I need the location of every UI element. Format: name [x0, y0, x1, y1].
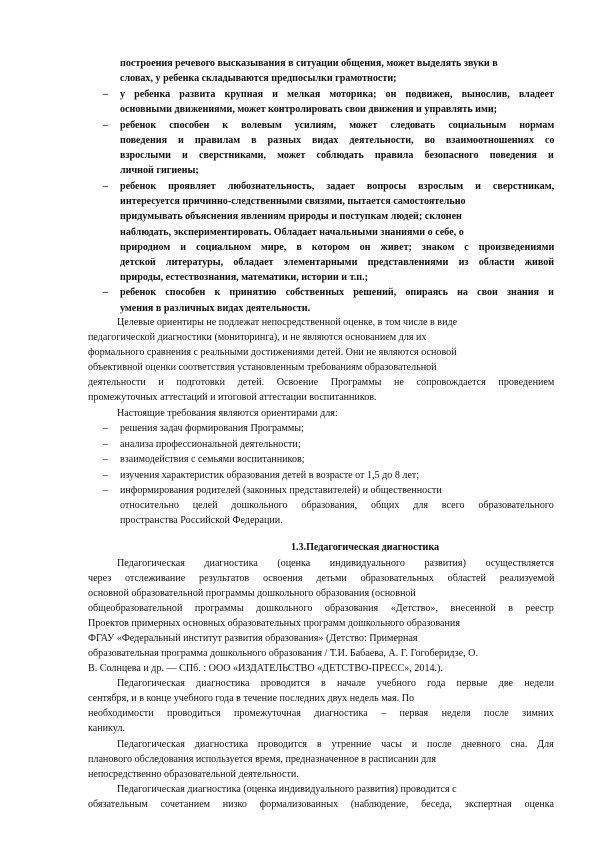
- list1-line-3: основными движениями, может контролировать свои движения и управлять ими;: [120, 104, 498, 115]
- list2-marker: –: [103, 485, 109, 496]
- list2-item-4-cont: относительно целей дошкольного образования, общих для всего образовательного: [120, 500, 554, 511]
- list2-item-4-cont: пространства Российской Федерации.: [120, 515, 283, 526]
- para5-line-1: планового обследования используется время, предназначенное в расписании для: [88, 754, 436, 765]
- list1-line-14: природы, естествознания, математики, истории и т.п.;: [120, 272, 368, 283]
- list1-line-0: построения речевого высказывания в ситуации общения, может выделять звуки в: [120, 58, 498, 69]
- list1-marker: –: [103, 89, 109, 100]
- list2-item-3: изучения характеристик образования детей в возрасте от 1,5 до 8 лет;: [120, 470, 420, 481]
- para2-intro: Настоящие требования являются ориентирами для:: [117, 408, 338, 419]
- para6-line-1: обязательным сочетанием низко формализованных (наблюдение, беседа, экспертная оценка: [88, 799, 555, 810]
- list1-line-12: природном и социальном мире, в котором он живет; знаком с произведениями: [120, 242, 555, 253]
- para3-line-5: ФГАУ «Федеральный институт развития образования» (Детство: Примерная: [88, 633, 418, 644]
- list1-line-4: ребенок способен к волевым усилиям, может следовать социальным нормам: [120, 120, 555, 131]
- list2-item-0: решения задач формирования Программы;: [120, 423, 304, 434]
- list1-marker: –: [103, 181, 109, 192]
- list2-item-1: анализа профессиональной деятельности;: [120, 439, 301, 450]
- para3-line-3: общеобразовательной программы дошкольного образования «Детство», внесенной в реестр: [88, 603, 554, 614]
- para6-line-0: Педагогическая диагностика (оценка индивидуального развития) проводится с: [117, 784, 457, 795]
- para3-line-7: В. Солнцева и др. — СПб. : ООО «ИЗДАТЕЛЬСТВО «ДЕТСТВО-ПРЕСС», 2014.).: [88, 663, 443, 674]
- list1-line-7: личной гигиены;: [120, 165, 199, 176]
- para1-line-3: объективной оценки соответствия установленным требованиям образовательной: [88, 362, 437, 373]
- list2-marker: –: [103, 470, 109, 481]
- para3-line-1: через отслеживание результатов освоения детьми образовательных областей реализуемой: [88, 573, 555, 584]
- para3-line-2: основной образовательной программы дошкольного образования (основной: [88, 588, 416, 599]
- list1-line-13: детской литературы, обладает элементарными представлениями из области живой: [120, 257, 555, 268]
- list2-item-4: информирования родителей (законных представителей) и общественности: [120, 485, 442, 496]
- list1-line-5: поведения и правилам в разных видах деятельности, во взаимоотношениях со: [120, 135, 555, 146]
- list1-marker: –: [103, 287, 109, 298]
- para5-line-0: Педагогическая диагностика проводится в утренние часы и после дневного сна. Для: [117, 739, 554, 750]
- para3-line-4: Проектов примерных основных образовательных программ дошкольного образования: [88, 618, 460, 629]
- para1-line-4: деятельности и подготовки детей. Освоение Программы не сопровождается проведением: [88, 377, 555, 388]
- list1-line-8: ребенок проявляет любознательность, задает вопросы взрослым и сверстникам,: [120, 181, 555, 192]
- list1-line-16: умения в различных видах деятельности.: [120, 303, 311, 314]
- para5-line-2: непосредственно образовательной деятельности.: [88, 769, 299, 780]
- list1-line-6: взрослыми и сверстниками, может соблюдать правила безопасного поведения и: [120, 150, 554, 161]
- list1-line-1: словах, у ребенка складываются предпосылки грамотности;: [120, 73, 397, 84]
- para3-line-0: Педагогическая диагностика (оценка индивидуального развития) осуществляется: [117, 558, 554, 569]
- para4-line-3: каникул.: [88, 723, 125, 734]
- para1-line-2: формального сравнения с реальными достижениями детей. Они не являются основой: [88, 347, 457, 358]
- list2-marker: –: [103, 423, 109, 434]
- list1-line-9: интересуется причинно-следственными связями, пытается самостоятельно: [120, 196, 466, 207]
- para1-line-0: Целевые ориентиры не подлежат непосредственной оценке, в том числе в виде: [117, 317, 458, 328]
- para1-line-5: промежуточных аттестаций и итоговой аттестации воспитанников.: [88, 392, 377, 403]
- list2-marker: –: [103, 439, 109, 450]
- section-heading-text: 1.3.Педагогическая диагностика: [290, 542, 440, 553]
- list1-line-10: придумывать объяснения явлениям природы и поступкам людей; склонен: [120, 211, 462, 222]
- para4-line-0: Педагогическая диагностика проводится в начале учебного года первые две недели: [117, 678, 554, 689]
- section-heading: [0, 541, 595, 554]
- list1-line-15: ребенок способен к принятию собственных решений, опираясь на свои знания и: [120, 287, 554, 298]
- list1-line-2: у ребенка развита крупная и мелкая моторика; он подвижен, вынослив, владеет: [120, 89, 554, 100]
- list1-line-11: наблюдать, экспериментировать. Обладает начальными знаниями о себе, о: [120, 227, 464, 238]
- para4-line-2: необходимости проводиться промежуточная диагностика – первая неделя после зимних: [88, 708, 554, 719]
- list1-marker: –: [103, 120, 109, 131]
- list2-item-2: взаимодействия с семьями воспитанников;: [120, 454, 305, 465]
- list2-marker: –: [103, 454, 109, 465]
- para4-line-1: сентября, и в конце учебного года в течение последних двух недель мая. По: [88, 693, 415, 704]
- para1-line-1: педагогической диагностики (мониторинга), и не являются основанием для их: [88, 332, 427, 343]
- para3-line-6: образовательная программа дошкольного образования / Т.И. Бабаева, А. Г. Гогоберидзе, О.: [88, 648, 478, 659]
